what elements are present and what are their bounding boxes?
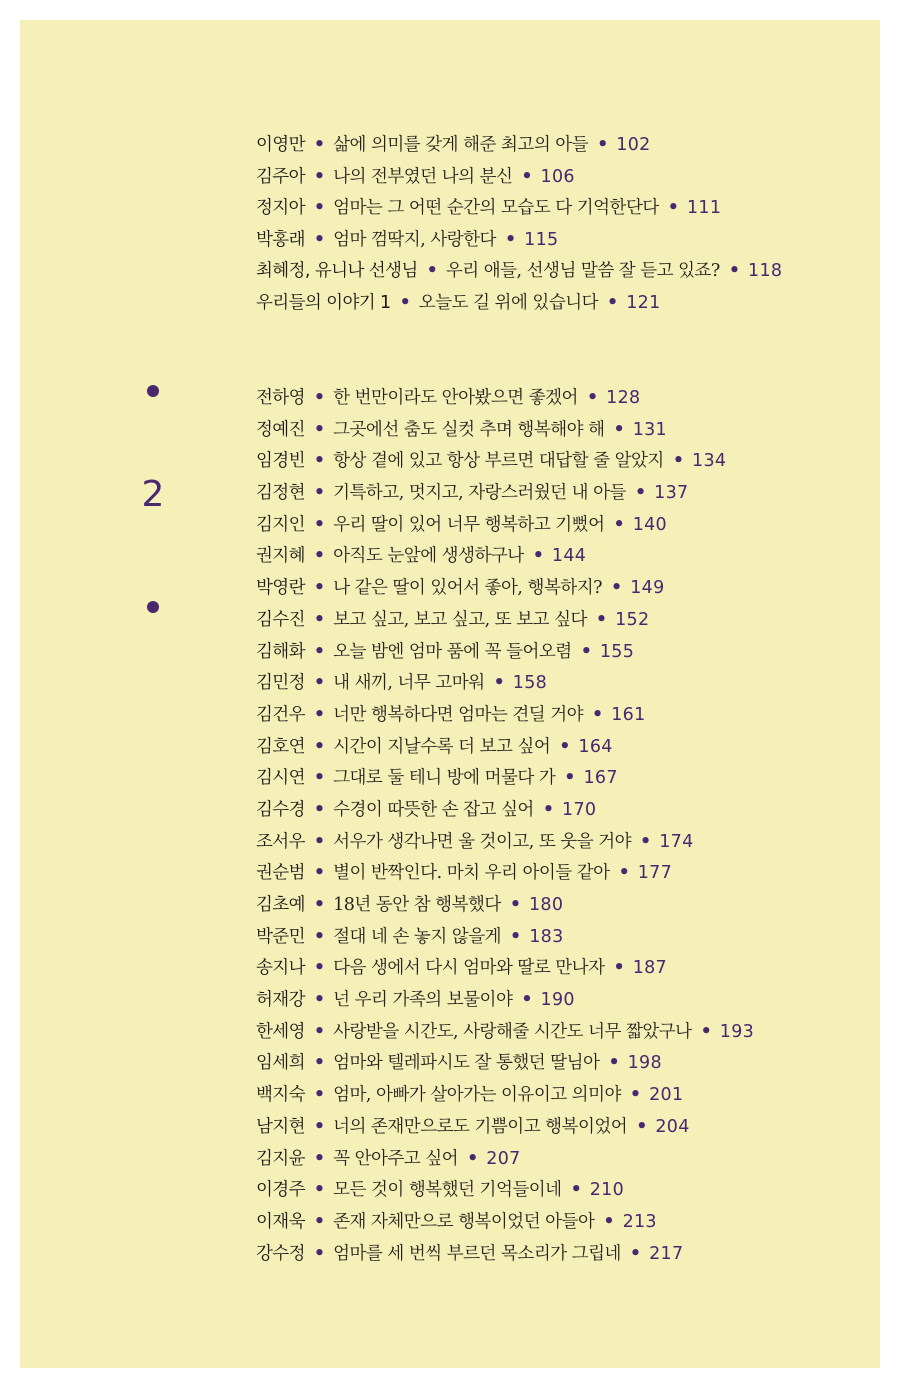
bullet-separator: • bbox=[313, 451, 326, 472]
bullet-separator: • bbox=[570, 1180, 582, 1201]
bullet-separator: • bbox=[504, 229, 517, 250]
toc-entry-page-number: 111 bbox=[686, 198, 722, 219]
toc-entry bbox=[256, 510, 876, 542]
toc-entry-title: 우리 딸이 있어 너무 행복하고 기뻤어 bbox=[333, 514, 605, 535]
toc-entry-title: 엄마, 아빠가 살아가는 이유이고 의미야 bbox=[333, 1085, 621, 1106]
toc-entry-author: 김시연 bbox=[256, 768, 305, 789]
toc-entry-title: 우리 애들, 선생님 말씀 잘 듣고 있죠? bbox=[445, 261, 720, 282]
toc-entry-title: 보고 싶고, 보고 싶고, 또 보고 싶다 bbox=[333, 609, 587, 630]
toc-entry-title: 모든 것이 행복했던 기억들이네 bbox=[333, 1180, 562, 1201]
toc-entry-title: 엄마를 세 번씩 부르던 목소리가 그립네 bbox=[333, 1243, 621, 1264]
toc-entry bbox=[256, 1017, 876, 1049]
toc-entry-title: 오늘도 길 위에 있습니다 bbox=[418, 292, 599, 313]
toc-section-2 bbox=[256, 383, 876, 1270]
bullet-separator: • bbox=[597, 135, 609, 155]
bullet-separator: • bbox=[313, 1148, 326, 1169]
bullet-separator: • bbox=[313, 514, 326, 535]
bullet-separator: • bbox=[521, 990, 533, 1011]
toc-entry-author: 임경빈 bbox=[256, 451, 305, 472]
toc-entry-author: 권순범 bbox=[256, 863, 305, 884]
toc-entry-title: 삶에 의미를 갖게 해준 최고의 아들 bbox=[333, 135, 589, 155]
toc-entry-author: 백지숙 bbox=[256, 1085, 305, 1106]
bullet-separator: • bbox=[313, 1116, 326, 1137]
toc-entry bbox=[256, 732, 876, 764]
toc-entry-author: 박준민 bbox=[256, 926, 305, 947]
bullet-separator: • bbox=[613, 419, 625, 440]
bullet-separator: • bbox=[608, 1053, 620, 1074]
toc-entry-page-number: 102 bbox=[616, 135, 651, 155]
toc-entry-page-number: 183 bbox=[529, 926, 564, 947]
bullet-separator: • bbox=[467, 1148, 479, 1169]
bullet-separator: • bbox=[559, 736, 571, 757]
bullet-separator: • bbox=[313, 641, 326, 662]
toc-entry-author: 김해화 bbox=[256, 641, 305, 662]
toc-entry-page-number: 204 bbox=[655, 1116, 690, 1137]
toc-entry bbox=[256, 827, 876, 859]
bullet-separator: • bbox=[634, 483, 647, 504]
toc-entry bbox=[256, 478, 876, 510]
toc-entry-title: 너만 행복하다면 엄마는 견딜 거야 bbox=[333, 704, 584, 725]
toc-entry-page-number: 207 bbox=[486, 1148, 521, 1169]
toc-entry bbox=[256, 193, 876, 225]
toc-section-1 bbox=[256, 130, 876, 320]
bullet-separator: • bbox=[613, 958, 625, 979]
toc-entry-title: 시간이 지날수록 더 보고 싶어 bbox=[333, 736, 551, 757]
toc-entry-page-number: 144 bbox=[551, 546, 587, 567]
bullet-separator: • bbox=[313, 736, 326, 757]
bullet-separator: • bbox=[595, 609, 608, 630]
toc-entry-title: 그대로 둘 테니 방에 머물다 가 bbox=[333, 768, 556, 789]
toc-entry-title: 오늘 밤엔 엄마 품에 꼭 들어오렴 bbox=[333, 641, 572, 662]
toc-entry-title: 나 같은 딸이 있어서 좋아, 행복하지? bbox=[333, 578, 603, 599]
toc-entry-title: 너의 존재만으로도 기쁨이고 행복이었어 bbox=[333, 1116, 628, 1137]
toc-entry-title: 엄마는 그 어떤 순간의 모습도 다 기억한단다 bbox=[333, 198, 659, 219]
toc-entry-author: 조서우 bbox=[256, 831, 305, 852]
toc-entry bbox=[256, 1144, 876, 1176]
toc-entry bbox=[256, 1080, 876, 1112]
bullet-separator: • bbox=[313, 926, 326, 947]
bullet-separator: • bbox=[564, 768, 576, 789]
bullet-separator: • bbox=[426, 261, 438, 282]
toc-entry-title: 다음 생에서 다시 엄마와 딸로 만나자 bbox=[333, 958, 605, 979]
toc-entry bbox=[256, 668, 876, 700]
bullet-separator: • bbox=[313, 419, 326, 440]
toc-entry-author: 송지나 bbox=[256, 958, 305, 979]
toc-entry-author: 박홍래 bbox=[256, 229, 305, 250]
toc-entry-page-number: 158 bbox=[512, 673, 548, 694]
bullet-separator: • bbox=[603, 1211, 615, 1232]
toc-entry bbox=[256, 1207, 876, 1239]
toc-entry-page-number: 213 bbox=[622, 1211, 657, 1232]
bullet-separator: • bbox=[313, 768, 326, 789]
bullet-separator: • bbox=[313, 135, 326, 155]
bullet-separator: • bbox=[672, 451, 685, 472]
toc-entry bbox=[256, 130, 876, 162]
bullet-separator: • bbox=[542, 799, 555, 820]
toc-entry-title: 사랑받을 시간도, 사랑해줄 시간도 너무 짧았구나 bbox=[333, 1021, 692, 1042]
bullet-separator: • bbox=[313, 831, 326, 852]
toc-entry-page-number: 140 bbox=[632, 514, 667, 535]
bullet-separator: • bbox=[313, 990, 326, 1011]
toc-entry-author: 박영란 bbox=[256, 578, 305, 599]
toc-entry bbox=[256, 1239, 876, 1271]
bullet-separator: • bbox=[313, 229, 326, 250]
toc-entry-page-number: 161 bbox=[611, 704, 646, 725]
toc-entry-page-number: 180 bbox=[529, 895, 564, 915]
bullet-separator: • bbox=[313, 704, 326, 725]
toc-entry-author: 전하영 bbox=[256, 388, 305, 408]
toc-entry-page-number: 174 bbox=[659, 831, 694, 852]
toc-entry-title: 꼭 안아주고 싶어 bbox=[333, 1148, 459, 1169]
toc-entry-author: 김수경 bbox=[256, 799, 305, 820]
toc-entry-page-number: 198 bbox=[627, 1053, 662, 1074]
toc-entry bbox=[256, 605, 876, 637]
toc-entry-author: 한세영 bbox=[256, 1021, 305, 1042]
toc-entry-page-number: 115 bbox=[524, 229, 559, 250]
toc-entry-author: 김주아 bbox=[256, 166, 305, 187]
toc-entry-author: 이영만 bbox=[256, 135, 305, 155]
bullet-separator: • bbox=[640, 831, 652, 852]
toc-entry-title: 절대 네 손 놓지 않을게 bbox=[333, 926, 502, 947]
toc-entry-author: 강수정 bbox=[256, 1243, 305, 1264]
bullet-separator: • bbox=[618, 863, 630, 884]
bullet-separator: • bbox=[313, 198, 326, 219]
toc-entry-page-number: 170 bbox=[562, 799, 597, 820]
toc-entry-title: 나의 전부였던 나의 분신 bbox=[333, 166, 513, 187]
bullet-separator: • bbox=[667, 198, 679, 219]
toc-entry bbox=[256, 415, 876, 447]
bullet-separator: • bbox=[510, 926, 522, 947]
toc-entry bbox=[256, 1112, 876, 1144]
toc-entry-author: 김지인 bbox=[256, 514, 305, 535]
toc-entry-page-number: 131 bbox=[632, 419, 667, 440]
bullet-separator: • bbox=[313, 166, 326, 187]
toc-entry-title: 18년 동안 참 행복했다 bbox=[333, 895, 501, 915]
toc-entry bbox=[256, 858, 876, 890]
toc-entry-page-number: 121 bbox=[626, 292, 661, 313]
bullet-separator: • bbox=[313, 1243, 326, 1264]
toc-entry-author: 김정현 bbox=[256, 483, 305, 504]
toc-entry-page-number: 193 bbox=[719, 1021, 755, 1042]
bullet-separator: • bbox=[313, 958, 326, 979]
toc-entry-title: 엄마와 텔레파시도 잘 통했던 딸님아 bbox=[333, 1053, 600, 1074]
toc-entry-page-number: 118 bbox=[748, 261, 783, 282]
toc-entry-title: 별이 반짝인다. 마치 우리 아이들 같아 bbox=[333, 863, 610, 884]
bullet-separator: • bbox=[613, 514, 625, 535]
toc-entry-author: 김민정 bbox=[256, 673, 305, 694]
toc-entry-title: 아직도 눈앞에 생생하구나 bbox=[333, 546, 524, 567]
bullet-separator: • bbox=[611, 578, 623, 599]
toc-entry-author: 임세희 bbox=[256, 1053, 305, 1074]
bullet-separator: • bbox=[313, 863, 326, 884]
book-page bbox=[20, 20, 880, 1368]
toc-entry-author: 이경주 bbox=[256, 1180, 305, 1201]
bullet-separator: • bbox=[313, 546, 326, 567]
bullet-separator: • bbox=[629, 1243, 642, 1264]
toc-entry bbox=[256, 288, 876, 320]
bullet-separator: • bbox=[313, 799, 326, 820]
toc-entry bbox=[256, 890, 876, 922]
toc-entry bbox=[256, 1175, 876, 1207]
bullet-separator: • bbox=[728, 261, 741, 282]
chapter-dot-top bbox=[147, 385, 159, 397]
toc-entry-page-number: 134 bbox=[692, 451, 727, 472]
bullet-separator: • bbox=[607, 292, 619, 313]
chapter-dot-bottom bbox=[147, 601, 159, 613]
bullet-separator: • bbox=[313, 578, 326, 599]
toc-entry-author: 우리들의 이야기 1 bbox=[256, 292, 391, 313]
bullet-separator: • bbox=[399, 292, 411, 313]
toc-entry bbox=[256, 763, 876, 795]
toc-entry bbox=[256, 795, 876, 827]
toc-entry-author: 김건우 bbox=[256, 704, 305, 725]
toc-entry bbox=[256, 225, 876, 257]
toc-entry-author: 권지혜 bbox=[256, 546, 305, 567]
toc-entry-title: 그곳에선 춤도 실컷 추며 행복해야 해 bbox=[333, 419, 605, 440]
bullet-separator: • bbox=[532, 546, 544, 567]
bullet-separator: • bbox=[700, 1021, 712, 1042]
toc-entry-author: 남지현 bbox=[256, 1116, 305, 1137]
bullet-separator: • bbox=[586, 388, 599, 408]
bullet-separator: • bbox=[636, 1116, 648, 1137]
toc-entry-page-number: 155 bbox=[599, 641, 635, 662]
bullet-separator: • bbox=[313, 1021, 326, 1042]
bullet-separator: • bbox=[521, 166, 533, 187]
bullet-separator: • bbox=[592, 704, 604, 725]
toc-entry-author: 허재강 bbox=[256, 990, 305, 1011]
toc-entry-author: 이재욱 bbox=[256, 1211, 305, 1232]
bullet-separator: • bbox=[313, 388, 326, 408]
bullet-separator: • bbox=[313, 895, 326, 915]
toc-entry-title: 내 새끼, 너무 고마워 bbox=[333, 673, 485, 694]
bullet-separator: • bbox=[509, 895, 521, 915]
toc-entry-page-number: 177 bbox=[637, 863, 673, 884]
bullet-separator: • bbox=[313, 483, 326, 504]
bullet-separator: • bbox=[313, 1085, 326, 1106]
toc-entry-page-number: 217 bbox=[649, 1243, 684, 1264]
toc-entry bbox=[256, 700, 876, 732]
bullet-separator: • bbox=[313, 1053, 326, 1074]
bullet-separator: • bbox=[313, 1180, 326, 1201]
toc-entry-title: 존재 자체만으로 행복이었던 아들아 bbox=[333, 1211, 595, 1232]
toc-entry-page-number: 210 bbox=[589, 1180, 625, 1201]
bullet-separator: • bbox=[313, 1211, 326, 1232]
toc-entry bbox=[256, 383, 876, 415]
bullet-separator: • bbox=[580, 641, 592, 662]
toc-entry-page-number: 164 bbox=[578, 736, 613, 757]
toc-entry bbox=[256, 573, 876, 605]
toc-entry-title: 한 번만이라도 안아봤으면 좋겠어 bbox=[333, 388, 578, 408]
toc-entry-page-number: 167 bbox=[583, 768, 618, 789]
toc-entry-page-number: 187 bbox=[632, 958, 667, 979]
chapter-number: 2 bbox=[141, 474, 165, 515]
toc-entry-title: 항상 곁에 있고 항상 부르면 대답할 줄 알았지 bbox=[333, 451, 664, 472]
toc-entry-page-number: 149 bbox=[630, 578, 665, 599]
toc-entry-title: 엄마 껌딱지, 사랑한다 bbox=[333, 229, 496, 250]
bullet-separator: • bbox=[313, 609, 326, 630]
toc-entry-page-number: 128 bbox=[606, 388, 641, 408]
toc-entry bbox=[256, 256, 876, 288]
toc-entry-title: 넌 우리 가족의 보물이야 bbox=[333, 990, 513, 1011]
toc-entry-page-number: 137 bbox=[654, 483, 689, 504]
toc-entry-title: 기특하고, 멋지고, 자랑스러웠던 내 아들 bbox=[333, 483, 626, 504]
toc-entry-author: 김수진 bbox=[256, 609, 305, 630]
toc-entry-page-number: 152 bbox=[615, 609, 650, 630]
toc-entry-author: 김지윤 bbox=[256, 1148, 305, 1169]
toc-entry-author: 김초예 bbox=[256, 895, 305, 915]
toc-entry-title: 서우가 생각나면 울 것이고, 또 웃을 거야 bbox=[333, 831, 632, 852]
toc-entry bbox=[256, 1048, 876, 1080]
toc-entry bbox=[256, 162, 876, 194]
toc-entry-author: 정지아 bbox=[256, 198, 305, 219]
bullet-separator: • bbox=[493, 673, 505, 694]
toc-entry-page-number: 201 bbox=[649, 1085, 684, 1106]
toc-entry bbox=[256, 637, 876, 669]
toc-entry bbox=[256, 985, 876, 1017]
bullet-separator: • bbox=[313, 673, 326, 694]
toc-entry-author: 정예진 bbox=[256, 419, 305, 440]
toc-entry bbox=[256, 446, 876, 478]
toc-entry-page-number: 190 bbox=[540, 990, 575, 1011]
toc-entry-title: 수경이 따뜻한 손 잡고 싶어 bbox=[333, 799, 534, 820]
toc-entry bbox=[256, 541, 876, 573]
toc-entry bbox=[256, 922, 876, 954]
toc-entry-author: 최혜정, 유니나 선생님 bbox=[256, 261, 418, 282]
toc-entry bbox=[256, 953, 876, 985]
toc-entry-page-number: 106 bbox=[540, 166, 575, 187]
bullet-separator: • bbox=[629, 1085, 642, 1106]
toc-entry-author: 김호연 bbox=[256, 736, 305, 757]
